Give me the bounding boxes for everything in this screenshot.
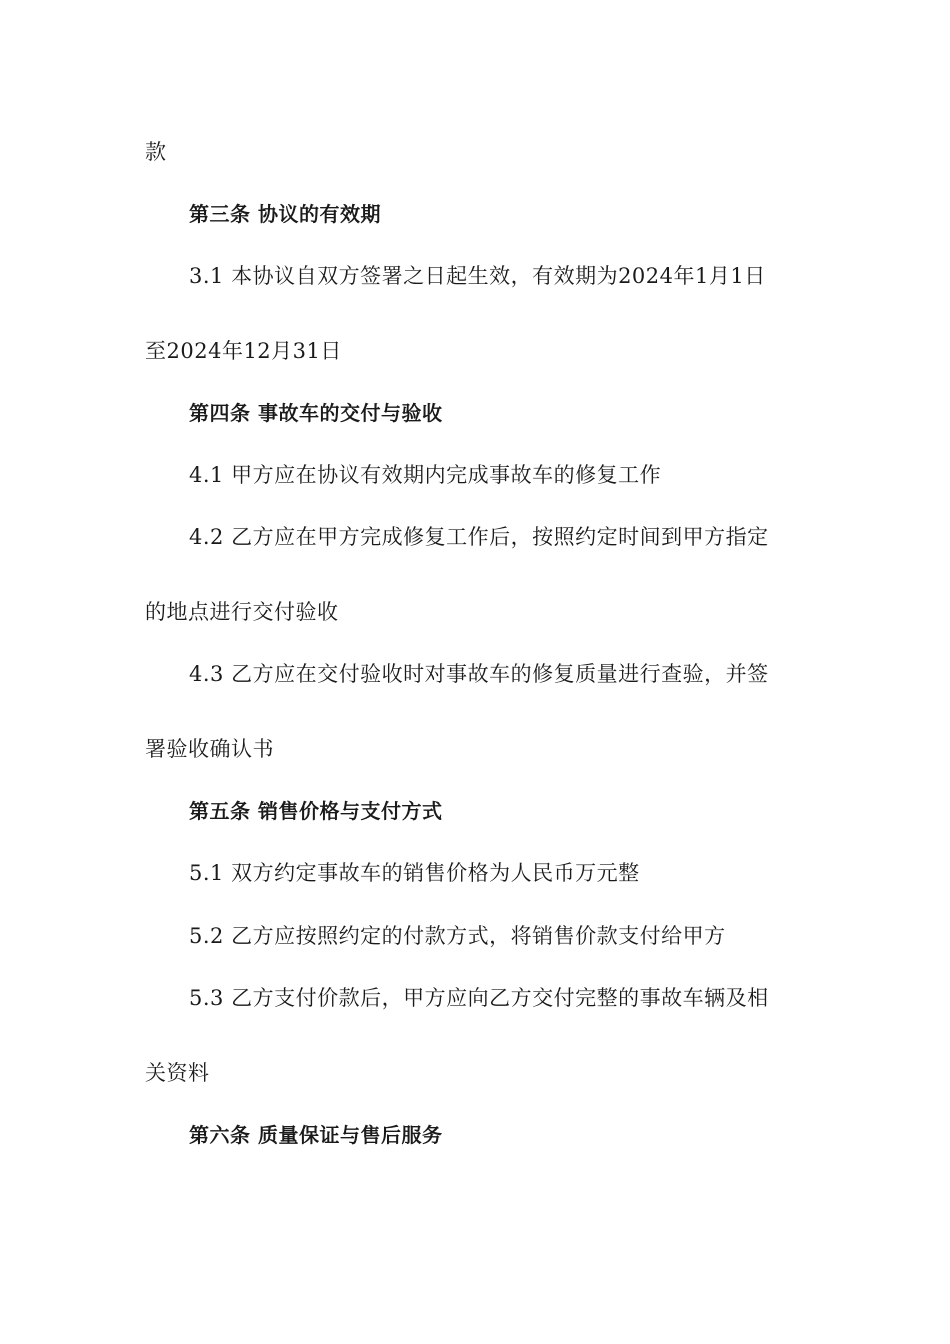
section-heading-article-4: 第四条 事故车的交付与验收 <box>189 401 443 425</box>
section-heading-article-3: 第三条 协议的有效期 <box>189 202 381 226</box>
clause-5-3-continued: 关资料 <box>145 1061 210 1085</box>
clause-4-2-continued: 的地点进行交付验收 <box>145 600 339 624</box>
clause-3-1-continued: 至2024年12月31日 <box>145 339 342 363</box>
clause-5-2: 5.2 乙方应按照约定的付款方式，将销售价款支付给甲方 <box>189 924 726 948</box>
clause-5-3: 5.3 乙方支付价款后，甲方应向乙方交付完整的事故车辆及相 <box>189 986 769 1010</box>
section-heading-article-5: 第五条 销售价格与支付方式 <box>189 799 443 823</box>
clause-4-2: 4.2 乙方应在甲方完成修复工作后，按照约定时间到甲方指定 <box>189 525 769 549</box>
clause-4-3-continued: 署验收确认书 <box>145 737 274 761</box>
text-line-continuation: 款 <box>145 140 167 164</box>
clause-3-1: 3.1 本协议自双方签署之日起生效，有效期为2024年1月1日 <box>189 264 766 288</box>
clause-5-1: 5.1 双方约定事故车的销售价格为人民币万元整 <box>189 861 640 885</box>
clause-4-1: 4.1 甲方应在协议有效期内完成事故车的修复工作 <box>189 463 662 487</box>
section-heading-article-6: 第六条 质量保证与售后服务 <box>189 1123 443 1147</box>
clause-4-3: 4.3 乙方应在交付验收时对事故车的修复质量进行查验，并签 <box>189 662 769 686</box>
